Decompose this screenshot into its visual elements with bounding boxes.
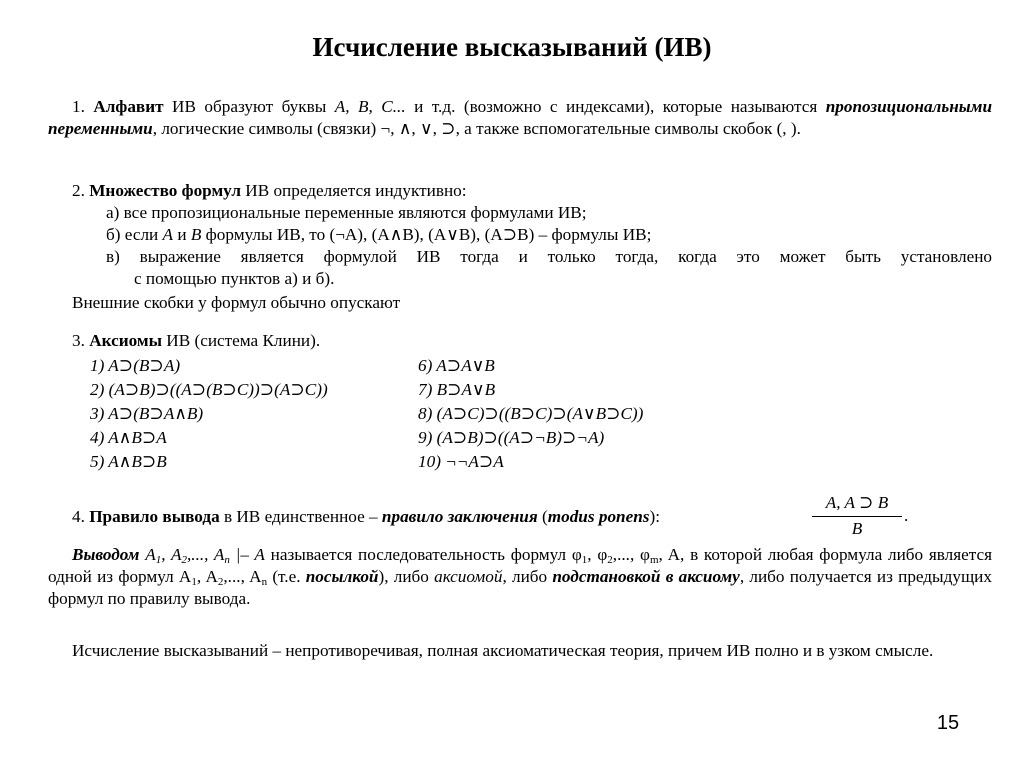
text: ,..., φ — [612, 545, 650, 564]
text: ): — [649, 507, 660, 526]
modus-ponens-fraction — [812, 492, 902, 541]
rule-name: правило заключения — [381, 507, 538, 526]
outer-brackets-note: Внешние скобки у формул обычно опускают — [72, 293, 401, 312]
text: ( — [537, 507, 548, 526]
axiom-left-1: 1) A⊃(B⊃A) — [90, 356, 181, 375]
text: , A — [161, 545, 182, 564]
text: , A, в которой любая формула либо является одной из формул A — [48, 545, 993, 586]
section-inference-rule — [72, 506, 660, 528]
term-premise: посылкой — [305, 567, 379, 586]
section-number: 3. — [72, 331, 85, 350]
page-number: 15 — [936, 712, 960, 734]
text: и — [173, 225, 191, 244]
fraction-dot: . — [904, 506, 909, 525]
term-axiom: аксиомой — [434, 567, 503, 586]
section-alphabet — [48, 96, 992, 140]
axiom-left-2: 2) (A⊃B)⊃((A⊃(B⊃C))⊃(A⊃C)) — [90, 380, 328, 399]
section-number: 2. — [72, 181, 85, 200]
modus-ponens: modus ponens — [547, 507, 650, 526]
derivation-definition — [48, 544, 992, 610]
text: A — [139, 545, 156, 564]
text: называется последовательность формул φ — [264, 545, 582, 564]
text: и т.д. (возможно с индексами), которые называются — [405, 97, 826, 116]
item-b — [106, 224, 651, 246]
text: , либо получается из предыдущих формул по правилу вывода. — [48, 567, 992, 608]
conclusion-paragraph: Исчисление высказываний – непротиворечивая, полная аксиоматическая теория, причем ИВ полно и в узком смысле. — [72, 641, 934, 660]
var-a: A — [162, 225, 174, 244]
subscript: 2 — [217, 576, 224, 588]
axiom-left-3: 3) A⊃(B⊃A∧B) — [90, 404, 204, 423]
text: (т.е. — [267, 567, 306, 586]
text: ИВ (система Клини). — [162, 331, 321, 350]
item-c — [106, 246, 992, 290]
axiom-right-4: 9) (A⊃B)⊃((A⊃¬B)⊃¬A) — [418, 428, 605, 447]
axiom-left-5: 5) A∧B⊃B — [90, 452, 167, 471]
subscript: 1 — [191, 576, 197, 588]
text: ,..., A — [223, 567, 262, 586]
subscript: 2 — [181, 554, 187, 566]
term-substitution: подстановкой в аксиому — [552, 567, 740, 586]
item-c-line2: с помощью пунктов а) и б). — [134, 269, 335, 288]
subscript: 1 — [581, 554, 588, 566]
text: в ИВ единственное – — [219, 507, 382, 526]
text: ,..., A — [186, 545, 225, 564]
subscript: 1 — [155, 554, 162, 566]
term-derivation: Выводом — [72, 545, 140, 564]
text: |– A — [229, 545, 265, 564]
item-c-line1: в) выражение является формулой ИВ тогда и только тогда, когда это может быть установлено — [106, 247, 992, 266]
text: формулы ИВ, то (¬A), (A∧B), (A∨B), (A⊃B) – формулы ИВ; — [201, 225, 652, 244]
subscript: n — [224, 554, 230, 566]
subscript: m — [649, 554, 659, 566]
axiom-right-5: 10) ¬¬A⊃A — [418, 452, 504, 471]
fraction-denominator: B — [851, 519, 863, 538]
section-axioms — [72, 330, 320, 352]
axiom-left-4: 4) A∧B⊃A — [90, 428, 167, 447]
axiom-right-3: 8) (A⊃C)⊃((B⊃C)⊃(A∨B⊃C)) — [418, 404, 644, 423]
item-a: а) все пропозициональные переменные являются формулами ИВ; — [106, 203, 587, 222]
section-number: 1. — [72, 97, 85, 116]
axioms-right-column — [418, 354, 643, 474]
text: ИВ определяется индуктивно: — [240, 181, 467, 200]
section-number: 4. — [72, 507, 85, 526]
section-formulas — [72, 180, 467, 202]
fraction-numerator: A, A ⊃ B — [812, 492, 902, 517]
text: ), либо — [378, 567, 435, 586]
section-heading: Аксиомы — [89, 331, 162, 350]
section-heading: Алфавит — [93, 97, 164, 116]
term-prop-vars: пропозициональными переменными — [48, 97, 993, 138]
text: , A — [196, 567, 218, 586]
subscript: 2 — [607, 554, 613, 566]
section-heading: Правило вывода — [89, 507, 220, 526]
axioms-left-column — [90, 354, 328, 474]
text: , либо — [502, 567, 553, 586]
var-b: B — [190, 225, 202, 244]
section-heading: Множество формул — [89, 181, 241, 200]
text: б) если — [106, 225, 163, 244]
text: , логические символы (связки) ¬, ∧, ∨, ⊃, а также вспомогательные символы скобок (, ). — [152, 119, 801, 138]
subscript: n — [261, 576, 268, 588]
text: ИВ образуют буквы — [163, 97, 335, 116]
axiom-right-2: 7) B⊃A∨B — [418, 380, 496, 399]
page-title: Исчисление высказываний (ИВ) — [312, 32, 712, 62]
text: , φ — [587, 545, 608, 564]
letters: A, B, C... — [334, 97, 406, 116]
axiom-right-1: 6) A⊃A∨B — [418, 356, 495, 375]
